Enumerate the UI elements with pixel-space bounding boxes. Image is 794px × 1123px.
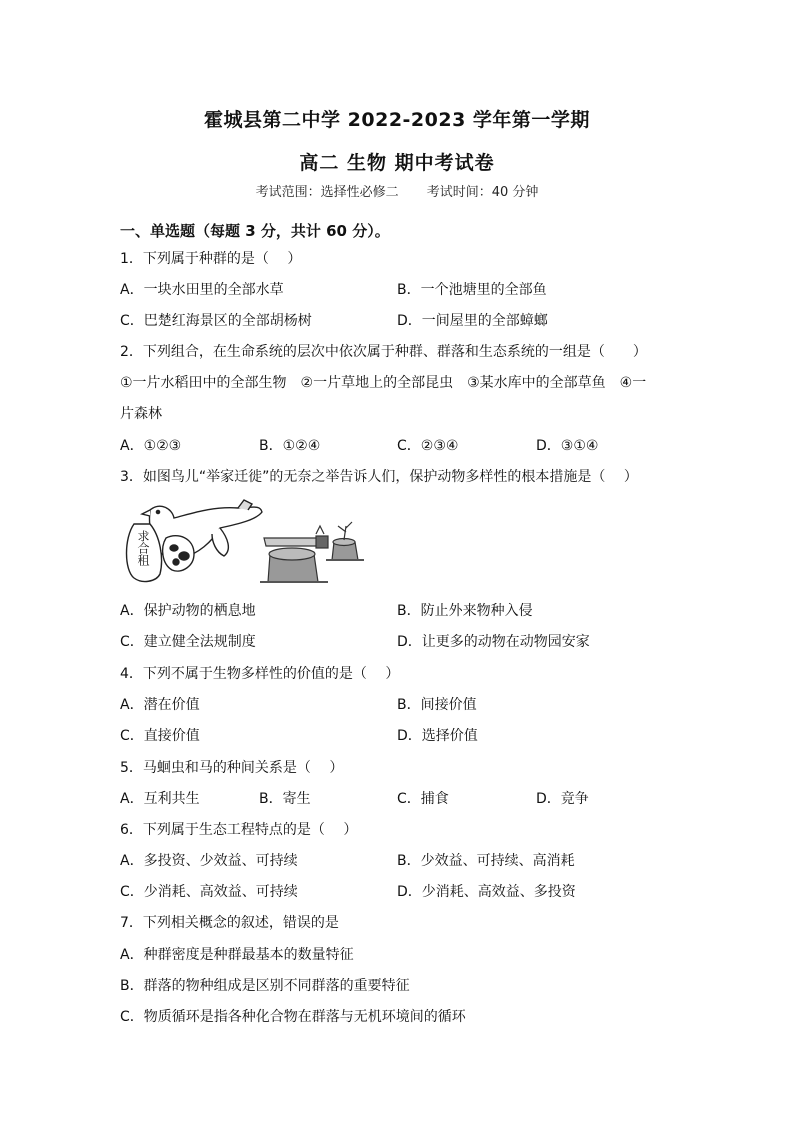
q2-option-a: A．①②③ xyxy=(120,438,182,454)
q1-option-b: B．一个池塘里的全部鱼 xyxy=(397,282,547,298)
exam-time: 考试时间：40 分钟 xyxy=(426,185,539,200)
q3-option-a: A．保护动物的栖息地 xyxy=(120,603,256,619)
question-7-stem: 7．下列相关概念的叙述，错误的是 xyxy=(120,915,339,931)
tree-stump-icon xyxy=(260,536,328,582)
q6-option-b: B．少效益、可持续、高消耗 xyxy=(397,853,575,869)
q1-option-a: A．一块水田里的全部水草 xyxy=(120,282,284,298)
question-2-stem: 2．下列组合，在生命系统的层次中依次属于种群、群落和生态系统的一组是（ ） xyxy=(120,344,647,360)
q6-option-d: D．少消耗、高效益、多投资 xyxy=(397,884,576,900)
exam-title: 霍城县第二中学 2022-2023 学年第一学期 xyxy=(204,109,590,131)
exam-subtitle: 高二 生物 期中考试卷 xyxy=(299,152,495,174)
bird-migration-illustration xyxy=(120,498,370,588)
q1-option-d: D．一间屋里的全部蟑螂 xyxy=(397,313,548,329)
q7-option-a: A．种群密度是种群最基本的数量特征 xyxy=(120,947,354,963)
q6-option-a: A．多投资、少效益、可持续 xyxy=(120,853,298,869)
q5-option-b: B．寄生 xyxy=(259,791,311,807)
q4-option-a: A．潜在价值 xyxy=(120,697,200,713)
q2-option-c: C．②③④ xyxy=(397,438,459,454)
q2-option-d: D．③①④ xyxy=(536,438,599,454)
q7-option-c: C．物质循环是指各种化合物在群落与无机环境间的循环 xyxy=(120,1009,466,1025)
q1-option-c: C．巴楚红海景区的全部胡杨树 xyxy=(120,313,312,329)
q7-option-b: B．群落的物种组成是区别不同群落的重要特征 xyxy=(120,978,410,994)
question-2-items-cont: 片森林 xyxy=(120,406,162,422)
exam-info xyxy=(0,181,794,200)
sign-text: 求合租 xyxy=(136,530,150,566)
q4-option-d: D．选择价值 xyxy=(397,728,478,744)
q3-option-b: B．防止外来物种入侵 xyxy=(397,603,533,619)
question-3-stem: 3．如图鸟儿“举家迁徙”的无奈之举告诉人们，保护动物多样性的根本措施是（ ） xyxy=(120,469,638,485)
q3-option-d: D．让更多的动物在动物园安家 xyxy=(397,634,590,650)
q4-option-b: B．间接价值 xyxy=(397,697,477,713)
q5-option-c: C．捕食 xyxy=(397,791,449,807)
q5-option-d: D．竞争 xyxy=(536,791,589,807)
q6-option-c: C．少消耗、高效益、可持续 xyxy=(120,884,298,900)
question-6-stem: 6．下列属于生态工程特点的是（ ） xyxy=(120,822,358,838)
question-2-items: ①一片水稻田中的全部生物 ②一片草地上的全部昆虫 ③某水库中的全部草鱼 ④一 xyxy=(120,375,647,391)
question-4-stem: 4．下列不属于生物多样性的价值的是（ ） xyxy=(120,666,400,682)
question-5-stem: 5．马蛔虫和马的种间关系是（ ） xyxy=(120,760,344,776)
section-heading: 一、单选题（每题 3 分，共计 60 分）。 xyxy=(120,222,390,240)
exam-scope: 考试范围：选择性必修二 xyxy=(255,185,399,200)
q4-option-c: C．直接价值 xyxy=(120,728,200,744)
question-1-stem: 1．下列属于种群的是（ ） xyxy=(120,251,302,267)
q2-option-b: B．①②④ xyxy=(259,438,321,454)
q3-option-c: C．建立健全法规制度 xyxy=(120,634,256,650)
q5-option-a: A．互利共生 xyxy=(120,791,200,807)
